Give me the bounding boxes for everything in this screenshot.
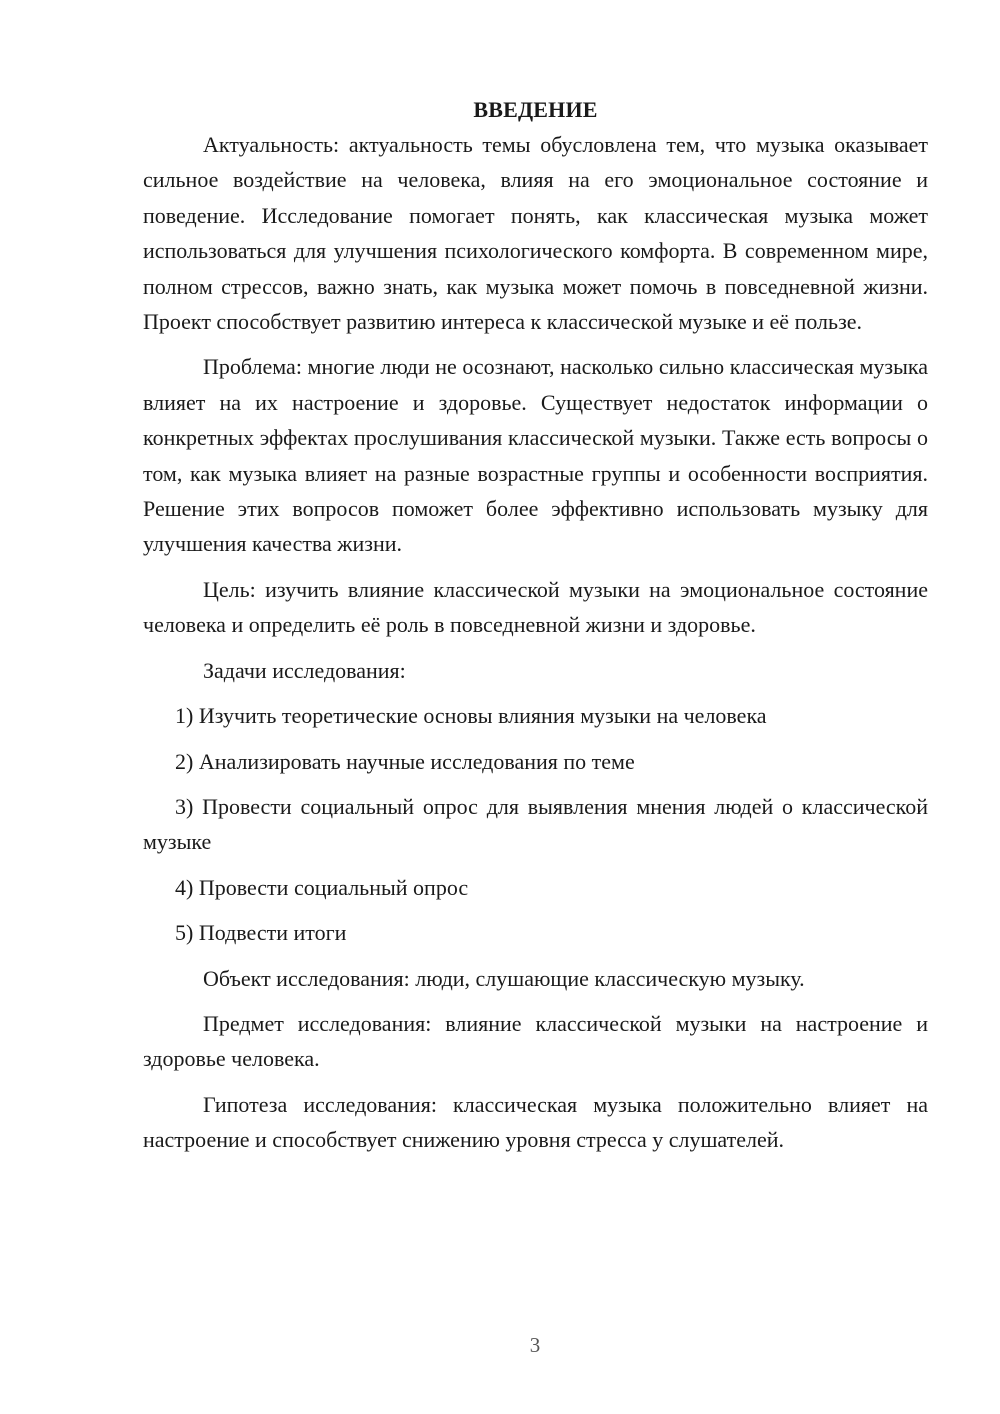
- paragraph-problem: Проблема: многие люди не осознают, насколько сильно классическая музыка влияет на их настроение и здоровье. Существует недостаток информации о конкретных эффектах прослушивания классической музыки. Также есть вопросы о том, как музыка влияет на разные возрастные группы и особенности восприятия. Решение этих вопросов поможет более эффективно использовать музыку для улучшения качества жизни.: [143, 354, 928, 557]
- task-item-2: 2) Анализировать научные исследования по теме: [175, 748, 635, 774]
- paragraph-object: Объект исследования: люди, слушающие классическую музыку.: [203, 965, 805, 991]
- task-item-5: 5) Подвести итоги: [175, 920, 347, 946]
- document-page: [143, 92, 928, 1158]
- task-item-3: 3) Провести социальный опрос для выявления мнения людей о классической музыке: [143, 793, 928, 855]
- paragraph-goal: Цель: изучить влияние классической музыки на эмоциональное состояние человека и определить её роль в повседневной жизни и здоровье.: [143, 576, 928, 638]
- paragraph-hypothesis: Гипотеза исследования: классическая музыка положительно влияет на настроение и способствует снижению уровня стресса у слушателей.: [143, 1091, 928, 1153]
- task-item-1: 1) Изучить теоретические основы влияния музыки на человека: [175, 703, 767, 729]
- page-number: 3: [529, 1333, 541, 1357]
- paragraph-subject: Предмет исследования: влияние классической музыки на настроение и здоровье человека.: [143, 1010, 928, 1072]
- section-title: ВВЕДЕНИЕ: [473, 97, 598, 122]
- tasks-heading: Задачи исследования:: [203, 657, 406, 683]
- paragraph-relevance: Актуальность: актуальность темы обусловлена тем, что музыка оказывает сильное воздействие на человека, влияя на его эмоциональное состояние и поведение. Исследование помогает понять, как классическая музыка может использоваться для улучшения психологического комфорта. В современном мире, полном стрессов, важно знать, как музыка может помочь в повседневной жизни. Проект способствует развитию интереса к классической музыке и её пользе.: [143, 132, 928, 335]
- task-item-4: 4) Провести социальный опрос: [175, 874, 469, 900]
